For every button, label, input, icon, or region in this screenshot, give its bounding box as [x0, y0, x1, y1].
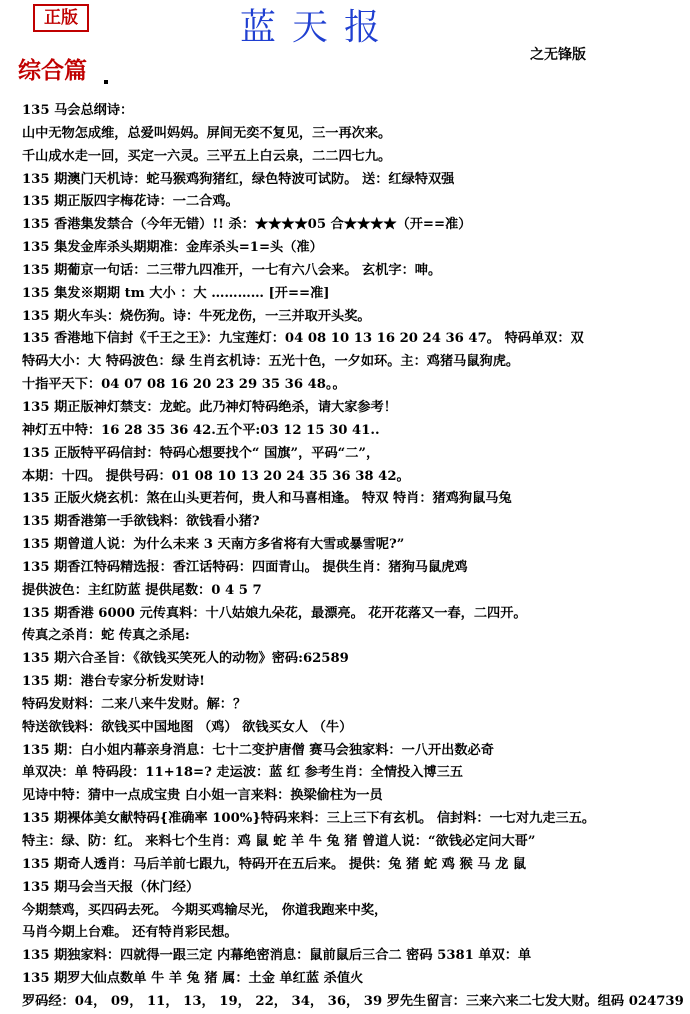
text-line: 马肖今期上台难。 还有特肖彩民想。 [22, 925, 238, 941]
text-line: 135 马会总纲诗： [22, 103, 134, 118]
text-line: 特码发财料：二来八来牛发财。解：？ [22, 696, 247, 712]
text-line: 135 期葡京一句话：二三带九四准开，一七有六八会来。 玄机字：呻。 [22, 262, 442, 278]
text-line: 单双决：单 特码段：11+18=? 走运波：蓝 红 参考生肖：全情投入博三五 [22, 765, 463, 781]
text-line: 135 期：港台专家分析发财诗! [22, 674, 205, 690]
text-line: 135 期正版神灯禁支：龙蛇。此乃神灯特码绝杀，请大家参考！ [22, 399, 397, 415]
text-line: 135 期曾道人说：为什么未来 3 天南方多省将有大雪或暴雪呢?” [22, 537, 405, 553]
text-line: 135 期香江特码精选报：香江话特码：四面青山。 提供生肖：猪狗马鼠虎鸡 [22, 559, 468, 575]
text-line: 135 期六合圣旨：《欲钱买笑死人的动物》密码:62589 [22, 651, 349, 667]
text-line: 神灯五中特：16 28 35 36 42.五个平:03 12 15 30 41.. [22, 422, 380, 438]
text-line: 135 期马会当天报（休门经） [22, 879, 200, 895]
text-line: 135 期裸体美女献特码{准确率 100%}特码来料：三上三下有玄机。 信封料：一七对九走三五。 [22, 811, 596, 827]
text-line: 135 期罗大仙点数单 牛 羊 兔 猪 属：土金 单红蓝 杀值火 [22, 971, 364, 987]
text-line: 135 期澳门天机诗：蛇马猴鸡狗猪红，绿色特波可试防。 送：红绿特双强 [22, 171, 455, 187]
text-line: 135 集发金库杀头期期准：金库杀头=1=头（准） [22, 240, 323, 256]
text-line: 135 香港地下信封《千王之王》：九宝莲灯：04 08 10 13 16 20 24 36 47。 特码单双：双 [22, 331, 584, 347]
edition-badge: 正版 [33, 4, 89, 32]
text-line: 135 期火车头：烧伤狗。诗：牛死龙伤，一三并取开头奖。 [22, 308, 371, 324]
edition-label: 之无锋版 [530, 47, 586, 63]
text-line: 135 期正版四字梅花诗：一二合鸡。 [22, 194, 239, 210]
text-line: 特送欲钱料：欲钱买中国地图 （鸡） 欲钱买女人 （牛） [22, 719, 353, 735]
masthead-title: 蓝天报 [240, 7, 397, 48]
text-line: 135 期：白小姐内幕亲身消息：七十二变护唐僧 赛马会独家料：一八开出数必奇 [22, 742, 494, 758]
text-line: 135 集发※期期 tm 大小 ：大 ………… [开==准] [22, 285, 330, 301]
text-line: 本期：十四。 提供号码：01 08 10 13 20 24 35 36 38 42。 [22, 468, 410, 484]
text-line: 见诗中特：猜中一点成宝贵 白小姐一言来料：换梁偷柱为一员 [22, 788, 383, 804]
text-line: 135 期独家料：四就得一跟三定 内幕绝密消息：鼠前鼠后三合二 密码 5381 单双：单 [22, 948, 532, 964]
text-line: 135 正版特平码信封：特码心想要找个“ 国旗”，平码“二”， [22, 445, 380, 461]
article-body [22, 100, 682, 1014]
text-line: 传真之杀肖：蛇 传真之杀尾: [22, 628, 190, 644]
text-line: 十指平天下：04 07 08 16 20 23 29 35 36 48。。 [22, 377, 346, 393]
text-line: 千山成水走一回，买定一六灵。三平五上白云泉，二二四七九。 [22, 148, 392, 164]
text-line: 山中无物怎成维，总爱叫妈妈。屏间无奕不复见，三一再次来。 [22, 125, 392, 141]
section-title: 综合篇 [18, 58, 87, 84]
text-line: 135 正版火烧玄机：煞在山头更若何，贵人和马喜相逢。 特双 特肖：猪鸡狗鼠马兔 [22, 491, 512, 507]
section-dot-decoration [104, 80, 108, 84]
text-line: 罗码经：04， 09， 11， 13， 19， 22， 34， 36， 39 罗先生留言：三来六来二七发大财。组码 024739 [22, 993, 684, 1009]
text-line: 135 期香港 6000 元传真料：十八姑娘九朵花，最漂亮。 花开花落又一春，二四开。 [22, 605, 527, 621]
text-line: 提供波色：主红防蓝 提供尾数：0 4 5 7 [22, 582, 262, 598]
text-line: 135 期香港第一手欲钱料：欲钱看小猪? [22, 514, 260, 530]
text-line: 今期禁鸡，买四码去死。 今期买鸡输尽光， 你道我跑来中奖， [22, 902, 388, 918]
text-line: 135 香港集发禁合（今年无错）!! 杀：★★★★05 合★★★★（开==准） [22, 217, 472, 233]
text-line: 特码大小：大 特码波色：绿 生肖玄机诗：五光十色，一夕如环。主：鸡猪马鼠狗虎。 [22, 354, 520, 370]
text-line: 135 期奇人透肖：马后羊前七跟九，特码开在五后来。 提供：兔 猪 蛇 鸡 猴 马 龙 鼠 [22, 856, 527, 872]
text-line: 特主：绿、防：红。 来料七个生肖：鸡 鼠 蛇 羊 牛 兔 猪 曾道人说：“欲钱必定问大哥” [22, 834, 536, 849]
